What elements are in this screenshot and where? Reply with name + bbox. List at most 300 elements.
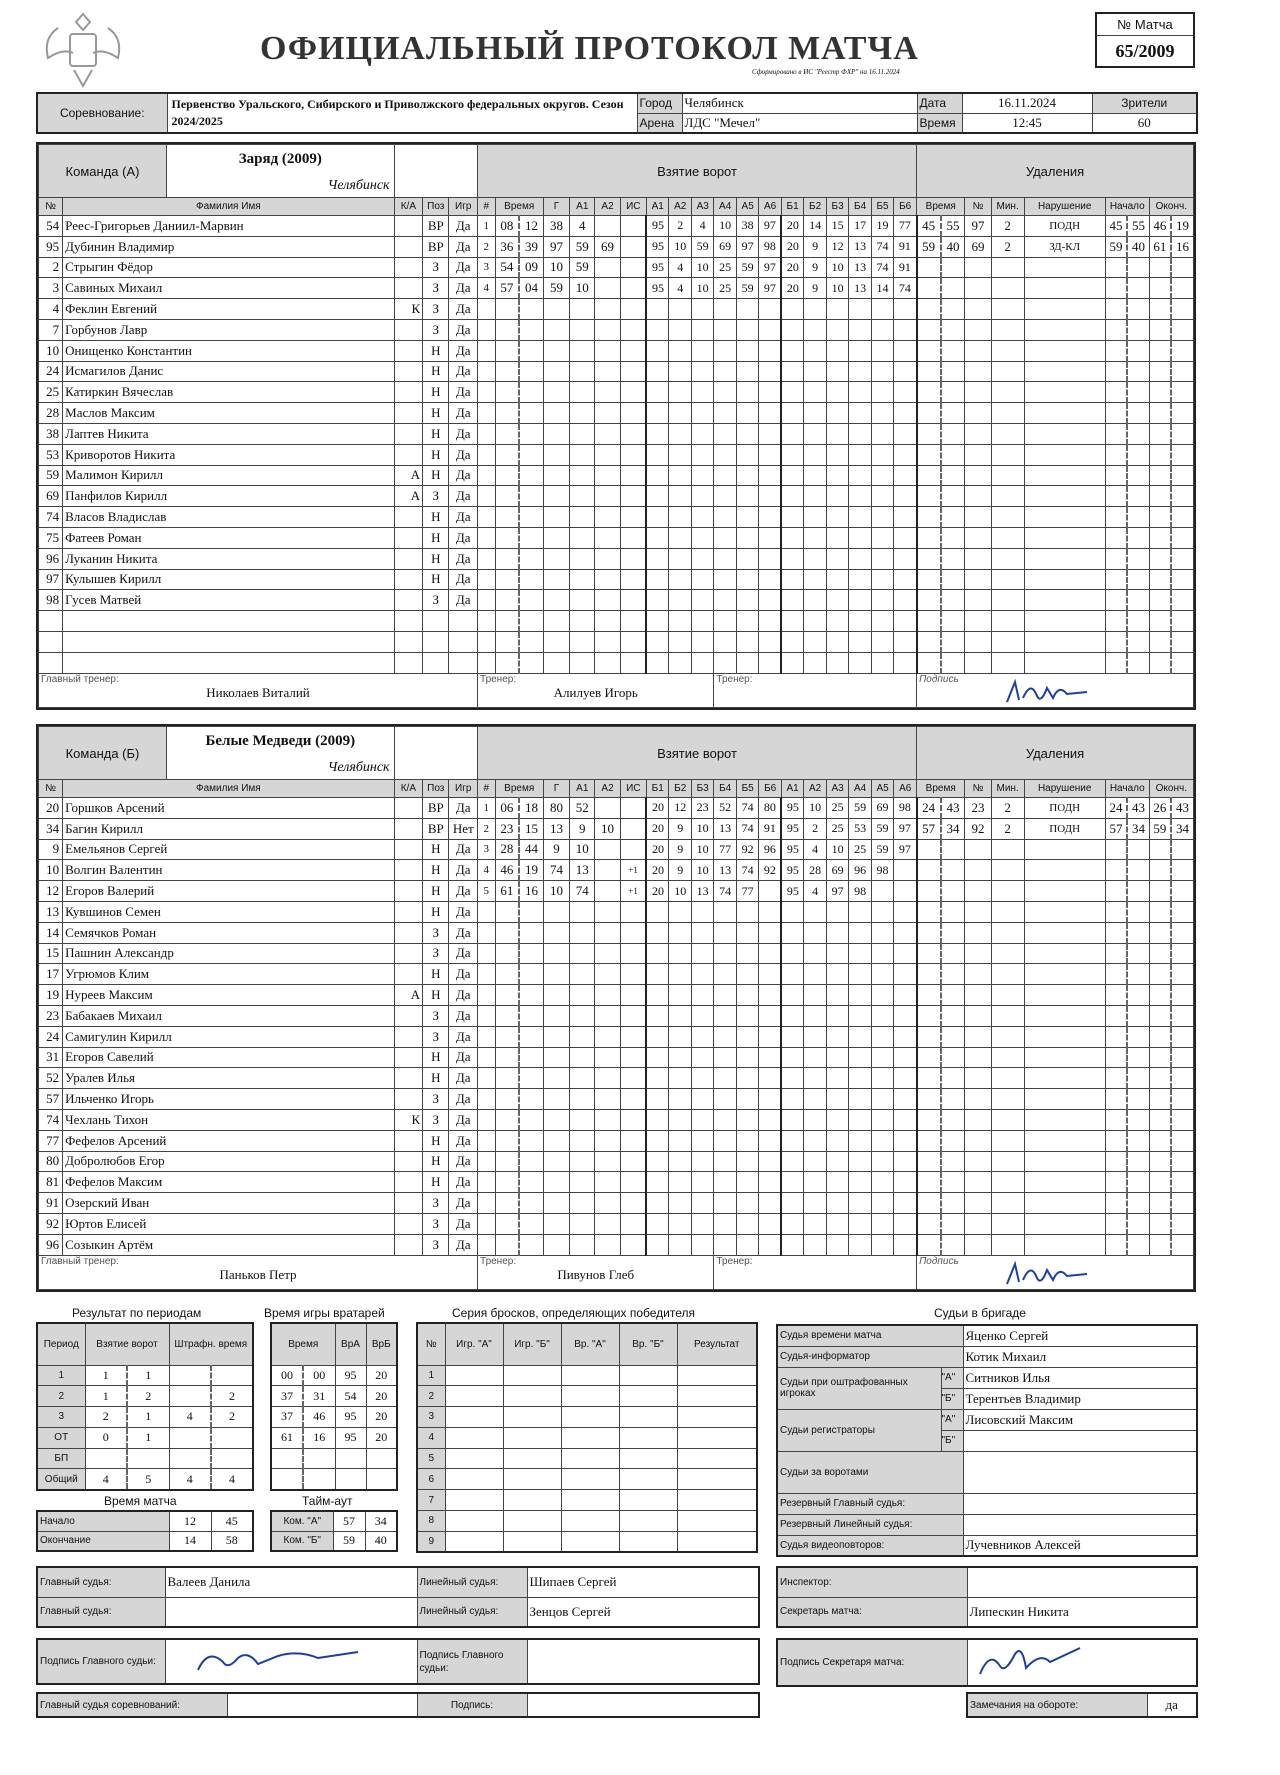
player-name: Фефелов Арсений [63,1130,394,1151]
goal-situation [620,257,646,278]
pen-start-min: 57 [1105,818,1127,839]
player-name: Криворотов Никита [63,444,394,465]
team-b-city: Челябинск [327,760,390,775]
goal-opp-player: 59 [871,839,893,860]
player-role [394,569,423,590]
goal-opp-player: 9 [804,278,826,299]
player-name: Багин Кирилл [63,818,394,839]
player-number: 20 [39,798,63,819]
player-role [394,361,423,382]
player-role [394,818,423,839]
goal-opp-player: 20 [781,278,803,299]
team-b-h-opp-5: А5 [871,780,893,798]
player-number: 74 [39,507,63,528]
player-position: З [423,922,449,943]
team-a-h-pen-viol: Нарушение [1024,198,1105,216]
goal-own-player: 20 [646,798,668,819]
gk-a: 95 [335,1427,366,1448]
team-b-h-ka: К/А [394,780,423,798]
goal-situation [620,278,646,299]
gk-b: 20 [366,1386,397,1407]
goal-own-player: 38 [736,216,758,237]
team-a-head-coach: Николаев Виталий [206,684,310,700]
goal-own-player: 96 [759,839,781,860]
goal-opp-player: 95 [781,798,803,819]
player-name: Бабакаев Михаил [63,1005,394,1026]
player-position: Н [423,964,449,985]
goal-minute: 08 [495,216,519,237]
so-row-no: 2 [417,1386,445,1407]
player-role [394,1151,423,1172]
player-played: Да [449,527,478,548]
goal-opp-player: 19 [871,216,893,237]
player-number: 81 [39,1172,63,1193]
player-position: Н [423,1151,449,1172]
player-number: 7 [39,319,63,340]
team-a-h-own-4: А4 [714,198,736,216]
goal-g: 13 [543,818,569,839]
goal-number: 4 [478,860,496,881]
player-played: Нет [449,818,478,839]
player-position: Н [423,403,449,424]
player-number: 80 [39,1151,63,1172]
goal-number: 3 [478,257,496,278]
goal-own-player: 4 [669,278,691,299]
player-played: Да [449,216,478,237]
goal-a1: 10 [570,278,595,299]
emblem [38,8,128,90]
period-pim-a [169,1427,211,1448]
period-goals-a: 1 [85,1365,127,1386]
period-pim-b: 4 [211,1469,253,1490]
player-number: 96 [39,1234,63,1255]
goal-own-player: 9 [669,860,691,881]
team-b-h-goal-no: # [478,780,496,798]
goal-own-player: 80 [759,798,781,819]
secretary: Липескин Никита [967,1597,1197,1627]
inspector-table [776,1566,1198,1628]
pen-second: 55 [941,216,965,237]
goal-own-player: 2 [669,216,691,237]
goal-opp-player: 74 [871,236,893,257]
player-name: Егоров Валерий [63,881,394,902]
goal-own-player: 10 [669,236,691,257]
player-name: Панфилов Кирилл [63,486,394,507]
goal-number: 4 [478,278,496,299]
player-name: Реес-Григорьев Даниил-Марвин [63,216,394,237]
team-a-h-assist2: А2 [595,198,620,216]
remarks: да [1147,1693,1197,1717]
player-number: 57 [39,1089,63,1110]
player-name: Добролюбов Егор [63,1151,394,1172]
player-position: Н [423,548,449,569]
period-name: Общий [37,1469,85,1490]
goal-own-player: 10 [691,278,713,299]
goal-second: 15 [519,818,543,839]
penalty-a-tag: "А" [941,1367,963,1388]
pen-end-min: 26 [1149,798,1171,819]
player-number: 3 [39,278,63,299]
match-number: 65/2009 [1115,41,1175,61]
inspector-label: Инспектор: [777,1567,967,1597]
team-b-h-opp-2: А2 [804,780,826,798]
pen-player: 97 [965,216,991,237]
player-name: Горбунов Лавр [63,319,394,340]
goal-opp-player: 96 [849,860,871,881]
pen-minute: 59 [917,236,941,257]
goal-own-player: 59 [691,236,713,257]
goal-opp-player: 12 [826,236,848,257]
goal-number: 1 [478,798,496,819]
gk-a-header: ВрА [335,1323,366,1365]
goal-opp-player: 25 [826,818,848,839]
goal-opp-player: 97 [894,839,917,860]
player-position: Н [423,527,449,548]
goal-opp-player [871,881,893,902]
goal-minute: 46 [495,860,519,881]
player-number: 25 [39,382,63,403]
arena-label: Арена [637,113,682,133]
goal-own-player: 92 [759,860,781,881]
player-role: А [394,465,423,486]
player-role [394,423,423,444]
goal-g: 10 [543,257,569,278]
player-played: Да [449,839,478,860]
player-number: 17 [39,964,63,985]
player-role [394,1005,423,1026]
period-goals-a: 4 [85,1469,127,1490]
goal-g: 10 [543,881,569,902]
penalty-judge-a: Ситников Илья [963,1367,1197,1388]
player-number: 14 [39,922,63,943]
pen-minutes: 2 [991,798,1024,819]
player-name: Луканин Никита [63,548,394,569]
goal-a2 [595,839,620,860]
gk-b: 20 [366,1427,397,1448]
pen-second: 34 [941,818,965,839]
pen-end-min: 61 [1149,236,1171,257]
team-b-h-assist2: А2 [595,780,620,798]
so-gb-header: Игр. "Б" [503,1323,561,1365]
period-pim-a [169,1386,211,1407]
player-number: 59 [39,465,63,486]
player-played: Да [449,881,478,902]
goal-opp-player: 4 [804,881,826,902]
team-b-h-opp-6: А6 [894,780,917,798]
pen-start-min: 45 [1105,216,1127,237]
team-b-h-opp-3: А3 [826,780,848,798]
pen-end-min: 46 [1149,216,1171,237]
goal-g: 38 [543,216,569,237]
chief-judge-table [36,1692,760,1718]
timeout-table [270,1510,398,1552]
goal-a2 [595,216,620,237]
pen-end-min: 59 [1149,818,1171,839]
goal-opp-player: 17 [849,216,871,237]
goal-situation [620,839,646,860]
player-number: 91 [39,1193,63,1214]
match-start-h: 12 [169,1511,211,1531]
goal-a2 [595,860,620,881]
goal-opp-player: 25 [826,798,848,819]
so-ga-header: Игр. "А" [445,1323,503,1365]
team-a-head-coach-label: Главный тренер: [41,673,119,685]
goal-own-player [759,881,781,902]
team-a-h-pos: Поз [423,198,449,216]
competition-name: Первенство Уральского, Сибирского и Приволжского федеральных округов. Сезон 2024/2025 [167,93,637,133]
player-role [394,1026,423,1047]
remarks-table [966,1692,1198,1718]
city-label: Город [637,93,682,113]
player-role [394,257,423,278]
pen-violation: ЗД-КЛ [1024,236,1105,257]
player-name: Волгин Валентин [63,860,394,881]
timeout-a-label: Ком. "А" [271,1511,333,1531]
team-b-h-opp-1: А1 [781,780,803,798]
player-number: 96 [39,548,63,569]
player-role [394,839,423,860]
match-info [36,92,1198,134]
goal-minute: 28 [495,839,519,860]
player-played: Да [449,486,478,507]
reserve-line [963,1514,1197,1535]
player-number: 75 [39,527,63,548]
competition-label: Соревнование: [37,93,167,133]
goal-opp-player: 10 [826,839,848,860]
informer-label: Судья-информатор [777,1346,963,1367]
player-position: ВР [423,216,449,237]
goal-opp-player: 59 [871,818,893,839]
team-a-table [38,144,1194,708]
periods-table [36,1322,254,1491]
goal-own-player: 98 [759,236,781,257]
goal-own-player: 97 [736,236,758,257]
team-a-goals-label: Взятие ворот [478,145,917,198]
player-name: Фефелов Максим [63,1172,394,1193]
goal-opp-player: 13 [849,257,871,278]
player-position: З [423,319,449,340]
player-position: З [423,1193,449,1214]
player-played: Да [449,1234,478,1255]
player-played: Да [449,1151,478,1172]
timeout-title: Тайм-аут [302,1494,353,1508]
goal-opp-player: 9 [804,257,826,278]
player-role [394,278,423,299]
player-played: Да [449,1130,478,1151]
gk-a: 95 [335,1365,366,1386]
player-position: З [423,943,449,964]
team-b-h-goal-scorer: Г [543,780,569,798]
goal-own-player: 95 [646,278,668,299]
player-position: Н [423,569,449,590]
player-position: Н [423,340,449,361]
goal-a1: 4 [570,216,595,237]
player-position: Н [423,423,449,444]
goal-opp-player: 28 [804,860,826,881]
period-pim-b: 2 [211,1407,253,1428]
pen-end-sec: 16 [1171,236,1193,257]
team-a-h-goal-situation: ИС [620,198,646,216]
team-a-penalties-label: Удаления [917,145,1194,198]
goal-second: 44 [519,839,543,860]
goal-opp-player [894,881,917,902]
player-role [394,881,423,902]
player-name: Уралев Илья [63,1068,394,1089]
player-name: Угрюмов Клим [63,964,394,985]
player-played: Да [449,1213,478,1234]
goal-own-player: 95 [646,216,668,237]
timeout-b-m: 59 [333,1531,365,1551]
line-ref-label-1: Линейный судья: [417,1567,527,1597]
period-header: Период [37,1323,85,1365]
so-row-no: 5 [417,1448,445,1469]
player-played: Да [449,1026,478,1047]
player-role [394,216,423,237]
team-a-h-own-5: А5 [736,198,758,216]
team-b-coach1: Пивунов Глеб [557,1266,635,1282]
pen-minutes: 2 [991,818,1024,839]
goal-own-player: 20 [646,818,668,839]
goal-number: 1 [478,216,496,237]
player-role [394,1068,423,1089]
team-a-h-pen-no: № [965,198,991,216]
player-position: З [423,590,449,611]
team-a-h-own-6: А6 [759,198,781,216]
goal-opp-player: 74 [871,257,893,278]
spectators: 60 [1092,113,1197,133]
player-name: Егоров Савелий [63,1047,394,1068]
period-pim-b [211,1448,253,1469]
pen-player: 92 [965,818,991,839]
period-pim-b [211,1427,253,1448]
goal-opp-player: 15 [826,216,848,237]
goal-a2 [595,881,620,902]
player-role [394,340,423,361]
team-a-h-opp-5: Б5 [871,198,893,216]
pen-minute: 45 [917,216,941,237]
player-played: Да [449,985,478,1006]
goal-number: 5 [478,881,496,902]
team-b-h-pen-start: Начало [1105,780,1149,798]
goal-second: 09 [519,257,543,278]
reserve-main [963,1493,1197,1514]
player-role: К [394,299,423,320]
player-name: Лаптев Никита [63,423,394,444]
goal-minute: 23 [495,818,519,839]
team-a-coach2-label: Тренер: [716,673,753,685]
player-played: Да [449,860,478,881]
team-b-signature [997,1258,1137,1288]
gk-b-header: ВрБ [366,1323,397,1365]
team-b-table [38,726,1194,1290]
player-number: 77 [39,1130,63,1151]
player-played: Да [449,943,478,964]
player-position: Н [423,839,449,860]
goal-own-player: 20 [646,839,668,860]
time-label: Время [917,113,962,133]
remarks-label: Замечания на обороте: [967,1693,1147,1717]
goal-a1: 9 [570,818,595,839]
period-name: 1 [37,1365,85,1386]
team-b-h-own-3: Б3 [691,780,713,798]
team-b-h-opp-4: А4 [849,780,871,798]
goal-own-player: 69 [714,236,736,257]
goal-situation: +1 [620,860,646,881]
player-role [394,1193,423,1214]
so-vb-header: Вр. "Б" [619,1323,677,1365]
player-number: 24 [39,361,63,382]
chief-sign-label: Подпись: [417,1693,527,1717]
player-position: З [423,1089,449,1110]
goal-own-player: 20 [646,860,668,881]
team-a-section [36,142,1196,710]
main-ref-1: Валеев Данила [165,1567,417,1597]
team-a-h-opp-1: Б1 [781,198,803,216]
sign-main-label-2: Подпись Главного судьи: [417,1639,527,1684]
player-played: Да [449,1005,478,1026]
inspector [967,1567,1197,1597]
goal-judges-label: Судьи за воротами [777,1451,963,1493]
team-b-h-pen-end: Оконч. [1149,780,1193,798]
period-pim-a [169,1448,211,1469]
chief-judge-label: Главный судья соревнований: [37,1693,227,1717]
period-goals-b [127,1448,169,1469]
player-name: Нуреев Максим [63,985,394,1006]
date-label: Дата [917,93,962,113]
goal-opp-player: 10 [826,278,848,299]
player-name: Малимон Кирилл [63,465,394,486]
penalty-b-tag: "Б" [941,1388,963,1409]
goal-opp-player: 10 [804,798,826,819]
so-row-no: 1 [417,1365,445,1386]
pen-second: 40 [941,236,965,257]
player-name: Горшков Арсений [63,798,394,819]
goal-second: 18 [519,798,543,819]
match-number-label: № Матча [1097,14,1193,36]
team-a-h-played: Игр [449,198,478,216]
period-goals-b: 1 [127,1407,169,1428]
team-b-h-own-1: Б1 [646,780,668,798]
team-a-h-pen-start: Начало [1105,198,1149,216]
player-role [394,943,423,964]
protocol-title: ОФИЦИАЛЬНЫЙ ПРОТОКОЛ МАТЧА [260,30,919,67]
goal-number: 2 [478,818,496,839]
player-role [394,1172,423,1193]
player-role [394,1089,423,1110]
player-role [394,590,423,611]
player-name: Фатеев Роман [63,527,394,548]
so-res-header: Результат [677,1323,757,1365]
period-goals-a: 0 [85,1427,127,1448]
pen-start-sec: 43 [1127,798,1149,819]
pen-end-sec: 34 [1171,818,1193,839]
team-b-penalties-label: Удаления [917,727,1194,780]
player-role [394,444,423,465]
player-role [394,403,423,424]
team-b-h-own-2: Б2 [669,780,691,798]
player-position: З [423,1213,449,1234]
team-a-h-opp-6: Б6 [894,198,917,216]
match-start-m: 45 [211,1511,253,1531]
period-name: БП [37,1448,85,1469]
player-number: 97 [39,569,63,590]
player-played: Да [449,423,478,444]
goal-own-player: 92 [736,839,758,860]
player-name: Ильченко Игорь [63,1089,394,1110]
goal-a2 [595,278,620,299]
team-b-head-coach: Паньков Петр [219,1266,297,1282]
reserve-main-label: Резервный Главный судья: [777,1493,963,1514]
